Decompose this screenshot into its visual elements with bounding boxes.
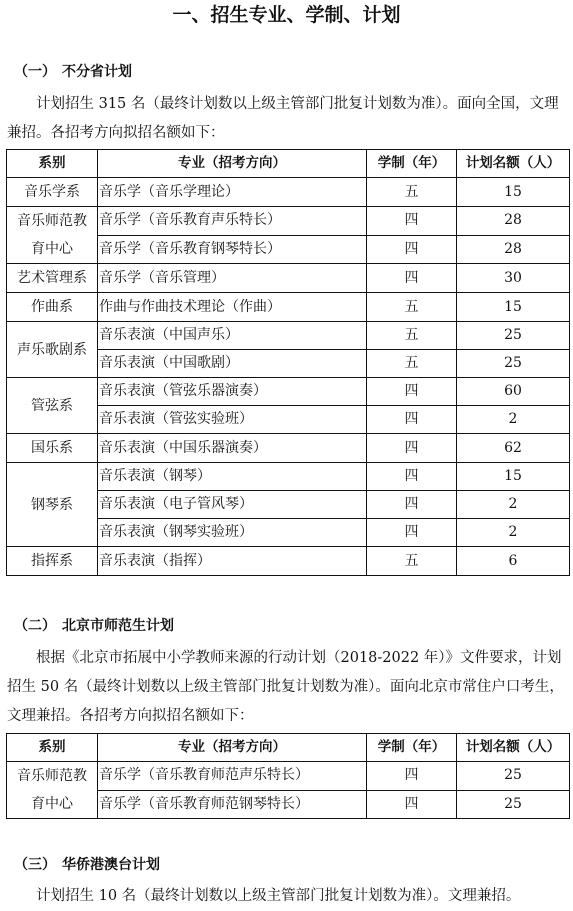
header-years: 学制（年） (367, 734, 457, 762)
quota-table-beijing (6, 733, 570, 819)
major-cell: 音乐学（音乐教育声乐特长） (98, 207, 367, 236)
major-cell: 音乐学（音乐教育师范钢琴特长） (98, 790, 367, 819)
major-cell: 音乐表演（中国声乐） (98, 322, 367, 350)
table-header-row (7, 150, 570, 178)
dept-cell: 作曲系 (7, 293, 98, 322)
table-row (7, 378, 570, 406)
quota-table-national (6, 149, 570, 576)
section-1-number: （一） (14, 64, 56, 80)
major-cell: 音乐学（音乐管理） (98, 264, 367, 293)
quota-cell: 2 (457, 491, 570, 519)
table-row (7, 178, 570, 207)
major-cell: 音乐表演（管弦乐器演奏） (98, 378, 367, 406)
section-3-number: （三） (14, 857, 56, 873)
quota-cell: 28 (457, 235, 570, 264)
section-2-paragraph: 根据《北京市拓展中小学教师来源的行动计划（2018-2022 年）》文件要求，计划招生 50 名（最终计划数以上级主管部门批复计划数为准）。面向北京市常住户口考生，文理兼招。各招考方向拟招名额如下： (7, 650, 564, 724)
major-cell: 音乐表演（钢琴实验班） (98, 519, 367, 547)
header-dept: 系别 (7, 150, 98, 178)
dept-cell: 音乐师范教育中心 (7, 762, 98, 819)
table-row (7, 322, 570, 350)
quota-cell: 30 (457, 264, 570, 293)
header-dept: 系别 (7, 734, 98, 762)
major-cell: 音乐表演（中国歌剧） (98, 350, 367, 378)
table-row (7, 293, 570, 322)
quota-cell: 60 (457, 378, 570, 406)
quota-cell: 15 (457, 178, 570, 207)
section-1-paragraph: 计划招生 315 名（最终计划数以上级主管部门批复计划数为准）。面向全国，文理兼招。各招考方向拟招名额如下： (7, 96, 559, 141)
table-header-row (7, 734, 570, 762)
years-cell: 四 (367, 463, 457, 491)
major-cell: 音乐表演（管弦实验班） (98, 406, 367, 434)
header-major: 专业（招考方向） (98, 150, 367, 178)
table-row (7, 434, 570, 463)
major-cell: 音乐表演（中国乐器演奏） (98, 434, 367, 463)
section-3-heading (14, 855, 160, 875)
years-cell: 五 (367, 293, 457, 322)
years-cell: 四 (367, 491, 457, 519)
header-quota: 计划名额（人） (457, 734, 570, 762)
years-cell: 四 (367, 519, 457, 547)
years-cell: 五 (367, 178, 457, 207)
dept-cell: 音乐学系 (7, 178, 98, 207)
major-cell: 作曲与作曲技术理论（作曲） (98, 293, 367, 322)
table-row (7, 547, 570, 576)
years-cell: 四 (367, 207, 457, 236)
major-cell: 音乐表演（电子管风琴） (98, 491, 367, 519)
table-row (7, 762, 570, 791)
section-3-title: 华侨港澳台计划 (62, 857, 160, 873)
quota-cell: 25 (457, 762, 570, 791)
header-major: 专业（招考方向） (98, 734, 367, 762)
dept-cell: 音乐师范教育中心 (7, 207, 98, 264)
table-row (7, 463, 570, 491)
page-title: 一、招生专业、学制、计划 (172, 4, 401, 26)
section-1-title: 不分省计划 (62, 64, 132, 80)
years-cell: 四 (367, 434, 457, 463)
years-cell: 五 (367, 322, 457, 350)
major-cell: 音乐学（音乐教育钢琴特长） (98, 235, 367, 264)
header-quota: 计划名额（人） (457, 150, 570, 178)
quota-cell: 6 (457, 547, 570, 576)
quota-cell: 28 (457, 207, 570, 236)
table-row (7, 264, 570, 293)
quota-cell: 2 (457, 406, 570, 434)
major-cell: 音乐学（音乐教育师范声乐特长） (98, 762, 367, 791)
years-cell: 五 (367, 350, 457, 378)
quota-cell: 62 (457, 434, 570, 463)
years-cell: 四 (367, 264, 457, 293)
years-cell: 四 (367, 406, 457, 434)
major-cell: 音乐表演（钢琴） (98, 463, 367, 491)
section-2-number: （二） (14, 618, 56, 634)
years-cell: 四 (367, 762, 457, 791)
dept-cell: 艺术管理系 (7, 264, 98, 293)
quota-cell: 2 (457, 519, 570, 547)
quota-cell: 25 (457, 322, 570, 350)
section-3-paragraph: 计划招生 10 名（最终计划数以上级主管部门批复计划数为准）。文理兼招。 (36, 888, 521, 904)
quota-cell: 15 (457, 463, 570, 491)
dept-cell: 钢琴系 (7, 463, 98, 547)
quota-cell: 25 (457, 350, 570, 378)
dept-cell: 指挥系 (7, 547, 98, 576)
years-cell: 四 (367, 790, 457, 819)
major-cell: 音乐学（音乐学理论） (98, 178, 367, 207)
dept-cell: 管弦系 (7, 378, 98, 434)
dept-cell: 国乐系 (7, 434, 98, 463)
dept-cell: 声乐歌剧系 (7, 322, 98, 378)
major-cell: 音乐表演（指挥） (98, 547, 367, 576)
section-2-heading (14, 616, 174, 636)
quota-cell: 25 (457, 790, 570, 819)
header-years: 学制（年） (367, 150, 457, 178)
table-row (7, 207, 570, 236)
years-cell: 五 (367, 547, 457, 576)
quota-cell: 15 (457, 293, 570, 322)
section-2-title: 北京市师范生计划 (62, 618, 174, 634)
years-cell: 四 (367, 235, 457, 264)
years-cell: 四 (367, 378, 457, 406)
section-1-heading (14, 62, 132, 82)
